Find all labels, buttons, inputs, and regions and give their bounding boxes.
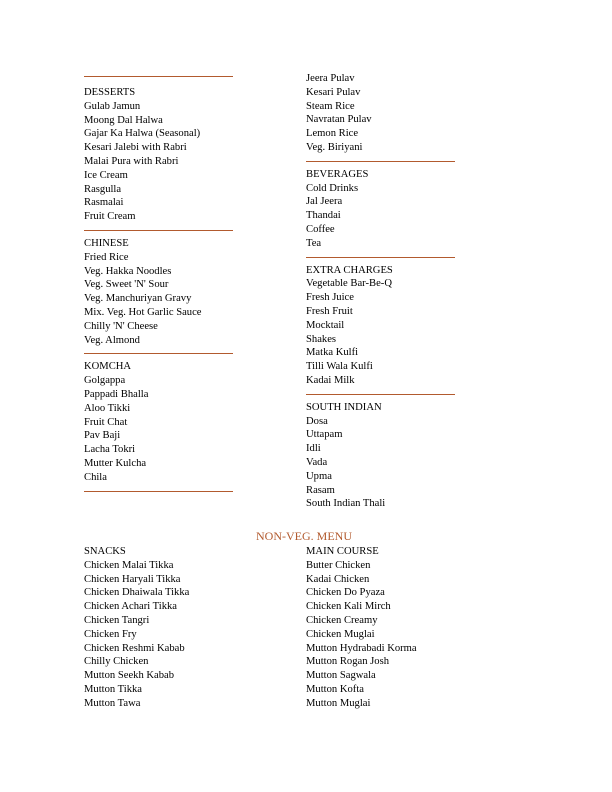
extra-charges-heading: EXTRA CHARGES [306, 264, 393, 276]
menu-item: Rasam [306, 484, 335, 496]
main-course-heading: MAIN COURSE [306, 546, 379, 557]
section-divider [306, 257, 455, 258]
menu-item: Chicken Do Pyaza [306, 587, 385, 599]
menu-item: Tea [306, 237, 322, 249]
menu-item: Mutton Sagwala [306, 670, 376, 682]
menu-item: Shakes [306, 333, 337, 345]
menu-item: Tilli Wala Kulfi [306, 361, 373, 373]
left-column [84, 76, 244, 498]
menu-item: Fresh Fruit [306, 305, 353, 317]
menu-item: Jeera Pulav [306, 73, 355, 84]
extra-charges-section [306, 264, 466, 388]
menu-item: Golgappa [84, 375, 126, 387]
chinese-heading: CHINESE [84, 237, 129, 249]
menu-item: Chilly Chicken [84, 656, 149, 668]
main-course-section [306, 545, 466, 711]
beverages-section [306, 168, 466, 251]
non-veg-menu-title: NON-VEG. MENU [256, 529, 352, 543]
menu-item: Cold Drinks [306, 182, 359, 194]
menu-item: Mocktail [306, 319, 345, 331]
menu-item: Mutton Seekh Kabab [84, 670, 175, 682]
menu-item: Uttapam [306, 429, 343, 441]
menu-item: Matka Kulfi [306, 347, 359, 359]
menu-item: Chilly 'N' Cheese [84, 320, 158, 332]
menu-item: Mutton Tawa [84, 697, 141, 709]
menu-item: Lacha Tokri [84, 444, 136, 456]
menu-item: Gulab Jamun [84, 100, 141, 112]
menu-item: Chicken Fry [84, 628, 137, 640]
menu-item: Chicken Haryali Tikka [84, 573, 181, 585]
menu-item: Idli [306, 443, 321, 455]
menu-item: Ice Cream [84, 169, 128, 181]
chinese-section [84, 237, 244, 347]
menu-item: Mix. Veg. Hot Garlic Sauce [84, 306, 202, 318]
section-divider [84, 353, 233, 354]
menu-item: Veg. Almond [84, 334, 140, 346]
komcha-section [84, 360, 244, 484]
menu-item: Chicken Creamy [306, 614, 378, 626]
desserts-section [84, 86, 244, 224]
menu-item: Chila [84, 471, 107, 483]
snacks-heading: SNACKS [84, 546, 126, 557]
desserts-heading: DESSERTS [84, 87, 136, 98]
menu-item: Veg. Hakka Noodles [84, 265, 172, 277]
menu-item: Chicken Tangri [84, 614, 150, 626]
menu-item: Malai Pura with Rabri [84, 155, 179, 167]
menu-item: Vegetable Bar-Be-Q [306, 278, 392, 290]
menu-item: Vada [306, 456, 328, 468]
menu-item: Pav Baji [84, 430, 121, 442]
menu-item: Veg. Sweet 'N' Sour [84, 279, 169, 291]
menu-item: Mutton Kofta [306, 683, 364, 695]
section-divider [306, 394, 455, 395]
menu-item: Aloo Tikki [84, 402, 131, 414]
menu-item: Mutton Muglai [306, 697, 371, 709]
menu-item: Thandai [306, 210, 341, 222]
south-indian-heading: SOUTH INDIAN [306, 401, 382, 413]
menu-item: Chicken Malai Tikka [84, 559, 174, 571]
komcha-heading: KOMCHA [84, 361, 132, 373]
snacks-section [84, 545, 244, 711]
menu-item: South Indian Thali [306, 498, 386, 510]
menu-item: Chicken Kali Mirch [306, 601, 391, 613]
menu-item: Mutton Hydrabadi Korma [306, 642, 417, 654]
beverages-heading: BEVERAGES [306, 168, 369, 180]
menu-item: Lemon Rice [306, 128, 359, 140]
menu-item: Mutter Kulcha [84, 457, 147, 469]
menu-item: Gajar Ka Halwa (Seasonal) [84, 128, 201, 140]
menu-item: Navratan Pulav [306, 114, 372, 126]
section-divider [306, 161, 455, 162]
menu-item: Moong Dal Halwa [84, 114, 163, 126]
menu-item: Chicken Reshmi Kabab [84, 642, 185, 654]
menu-item: Chicken Achari Tikka [84, 601, 177, 613]
menu-item: Kesari Jalebi with Rabri [84, 142, 187, 154]
menu-item: Kadai Chicken [306, 573, 370, 585]
menu-item: Rasmalai [84, 197, 124, 209]
menu-item: Fruit Cream [84, 211, 136, 223]
right-column [306, 72, 466, 511]
menu-item: Upma [306, 470, 332, 482]
section-divider [84, 491, 233, 492]
menu-item: Coffee [306, 223, 335, 235]
rice-section [306, 72, 466, 155]
menu-item: Butter Chicken [306, 559, 371, 571]
menu-item: Mutton Tikka [84, 683, 142, 695]
menu-item: Dosa [306, 415, 328, 427]
section-divider [84, 76, 233, 77]
menu-item: Chicken Dhaiwala Tikka [84, 587, 190, 599]
menu-item: Fried Rice [84, 251, 129, 263]
section-divider [84, 230, 233, 231]
south-indian-section [306, 401, 466, 511]
menu-item: Fruit Chat [84, 416, 128, 428]
menu-item: Steam Rice [306, 100, 355, 112]
menu-item: Mutton Rogan Josh [306, 656, 389, 668]
menu-item: Kesari Pulav [306, 86, 361, 98]
menu-item: Kadai Milk [306, 374, 355, 386]
menu-item: Jal Jeera [306, 196, 343, 208]
menu-item: Veg. Manchuriyan Gravy [84, 293, 192, 305]
menu-item: Veg. Biriyani [306, 141, 363, 153]
menu-item: Pappadi Bhalla [84, 388, 149, 400]
menu-item: Rasgulla [84, 183, 122, 195]
menu-item: Chicken Muglai [306, 628, 375, 640]
menu-item: Fresh Juice [306, 292, 354, 304]
